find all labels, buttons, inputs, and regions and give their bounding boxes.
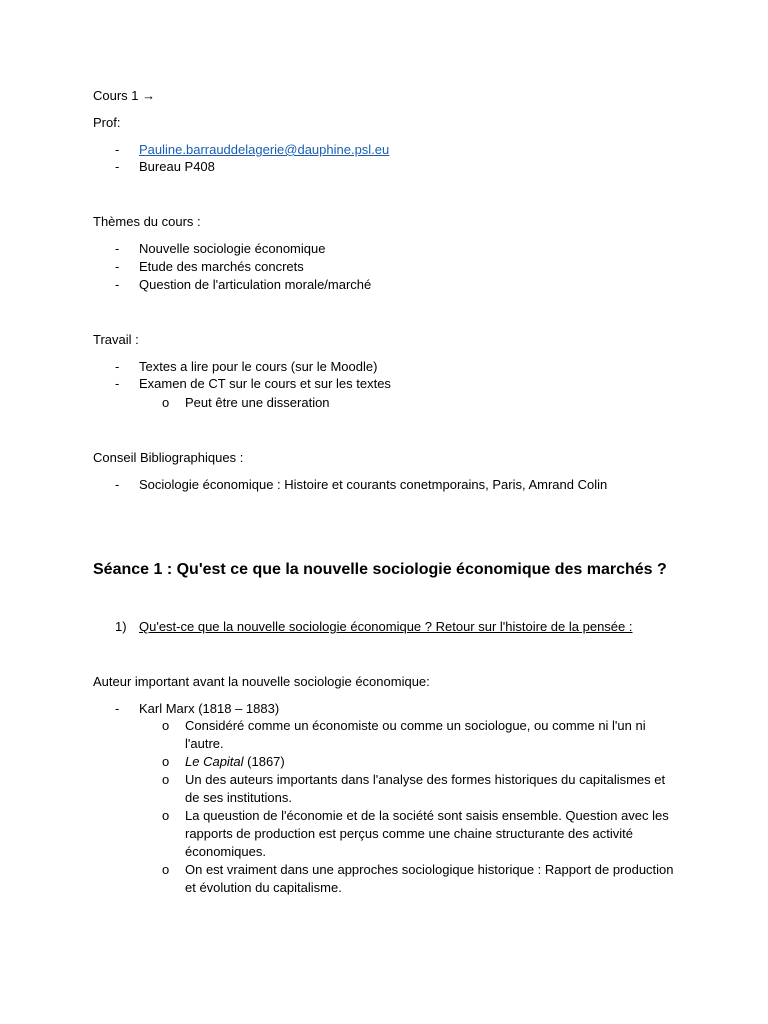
marx-point: La queustion de l'économie et de la société sont saisis ensemble. Question avec les rapports de production est perçus comme une chaine structurante des activité économiques. bbox=[185, 808, 669, 859]
capital-title: Le Capital bbox=[185, 754, 244, 769]
prof-email-link[interactable]: Pauline.barrauddelagerie@dauphine.psl.eu bbox=[139, 142, 390, 157]
author-name: Karl Marx (1818 – 1883) bbox=[139, 701, 280, 716]
work-title: Travail : bbox=[93, 332, 139, 347]
bullet-dash: - bbox=[115, 277, 120, 292]
theme-item: Etude des marchés concrets bbox=[139, 259, 304, 274]
marx-point-capital bbox=[185, 753, 680, 771]
seance-heading: Séance 1 : Qu'est ce que la nouvelle sociologie économique des marchés ? bbox=[93, 561, 667, 578]
biblio-item: Sociologie économique : Histoire et courants conetmporains, Paris, Amrand Colin bbox=[139, 477, 608, 492]
bullet-circle: o bbox=[162, 772, 170, 787]
theme-item: Question de l'articulation morale/marché bbox=[139, 277, 372, 292]
bullet-dash: - bbox=[115, 259, 120, 274]
marx-point: On est vraiment dans une approches sociologique historique : Rapport de production et évolution du capitalisme. bbox=[185, 862, 674, 895]
bullet-dash: - bbox=[115, 376, 120, 391]
bullet-circle: o bbox=[162, 862, 170, 877]
bullet-dash: - bbox=[115, 701, 120, 716]
biblio-title: Conseil Bibliographiques : bbox=[93, 450, 244, 465]
bullet-dash: - bbox=[115, 142, 120, 157]
bullet-circle: o bbox=[162, 718, 170, 733]
section-title: Qu'est-ce que la nouvelle sociologie économique ? Retour sur l'histoire de la pensée : bbox=[139, 619, 633, 634]
capital-year: (1867) bbox=[243, 754, 285, 769]
author-intro: Auteur important avant la nouvelle sociologie économique: bbox=[93, 674, 430, 689]
bullet-dash: - bbox=[115, 359, 120, 374]
bullet-circle: o bbox=[162, 395, 170, 410]
work-item: Examen de CT sur le cours et sur les textes bbox=[139, 376, 391, 391]
prof-office: Bureau P408 bbox=[139, 159, 215, 174]
section-number: 1) bbox=[115, 619, 127, 634]
themes-title: Thèmes du cours : bbox=[93, 214, 201, 229]
marx-point: Considéré comme un économiste ou comme un sociologue, ou comme ni l'un ni l'autre. bbox=[185, 718, 646, 751]
prof-label: Prof: bbox=[93, 115, 121, 130]
bullet-circle: o bbox=[162, 808, 170, 823]
bullet-circle: o bbox=[162, 754, 170, 769]
bullet-dash: - bbox=[115, 477, 120, 492]
bullet-dash: - bbox=[115, 159, 120, 174]
bullet-dash: - bbox=[115, 241, 120, 256]
marx-point: Un des auteurs importants dans l'analyse des formes historiques du capitalismes et de ses institutions. bbox=[185, 772, 666, 805]
course-title: Cours 1 → bbox=[93, 88, 156, 103]
work-item: Textes a lire pour le cours (sur le Moodle) bbox=[139, 359, 378, 374]
arrow-right-icon: → bbox=[142, 88, 156, 103]
work-sub-item: Peut être une disseration bbox=[185, 395, 330, 410]
theme-item: Nouvelle sociologie économique bbox=[139, 241, 326, 256]
